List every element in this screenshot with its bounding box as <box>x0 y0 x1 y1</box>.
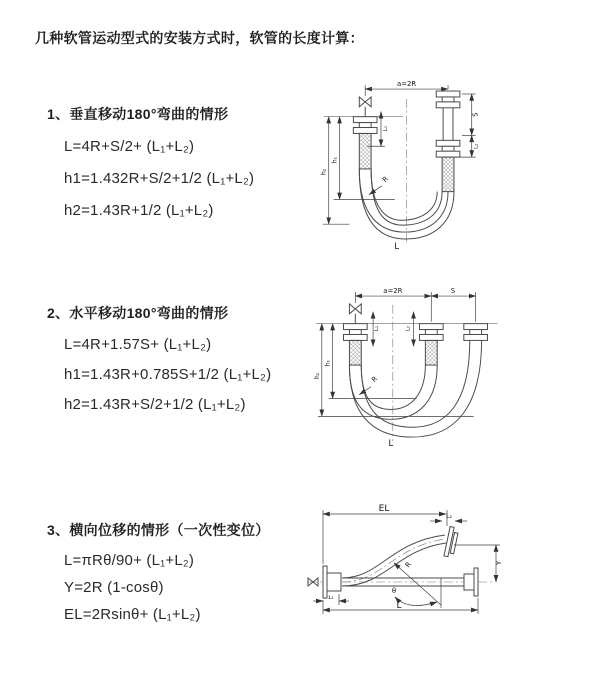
dimension-el <box>323 504 447 564</box>
dim-label-l2: L₂ <box>446 513 452 520</box>
dim-label-y: Y <box>495 560 503 566</box>
dim-label-h2: h₂ <box>321 168 328 175</box>
dim-label-a2r: a=2R <box>383 287 403 296</box>
braided-hose-left <box>349 340 361 365</box>
formula-line: h2=1.43R+S/2+1/2 (L₁+L₂) <box>64 396 246 413</box>
section-1-heading: 1、垂直移动180°弯曲的情形 <box>47 106 229 122</box>
label-length: L <box>388 437 394 448</box>
label-radius: R <box>380 174 391 184</box>
flange-fitting-right-lower <box>436 140 460 191</box>
label-theta: θ <box>391 587 397 595</box>
dimension-s <box>462 94 480 135</box>
page-title: 几种软管运动型式的安装方式时，软管的长度计算： <box>35 30 364 46</box>
flange-fitting-left <box>353 117 377 169</box>
section-3-heading: 3、横向位移的情形（一次性变位） <box>47 522 270 538</box>
formula-line: h1=1.43R+0.785S+1/2 (L₁+L₂) <box>64 366 272 383</box>
dim-label-h1: h₁ <box>332 157 339 164</box>
flange-fitting-right-upper <box>436 91 460 140</box>
dim-label-l1: L₁ <box>374 325 381 332</box>
formula-line: h1=1.432R+S/2+1/2 (L₁+L₂) <box>64 170 255 187</box>
hose-curves <box>349 340 481 437</box>
flange-fitting-left <box>344 324 368 365</box>
dim-label-el: EL <box>378 504 390 514</box>
dim-label-s: S <box>471 112 480 117</box>
formula-line: L=4R+S/2+ (L₁+L₂) <box>64 138 195 155</box>
dimension-l2 <box>406 312 414 347</box>
label-radius: R <box>370 374 380 384</box>
section-2-formulas <box>64 330 271 420</box>
section-vertical-movement <box>47 104 254 227</box>
flange-fitting-right <box>464 324 488 341</box>
dim-label-l2: L₂ <box>473 143 480 149</box>
flange-fitting-upper-right <box>444 526 459 557</box>
braided-hose-left <box>359 133 371 169</box>
dimension-h2 <box>315 324 474 417</box>
section-2-heading: 2、水平移动180°弯曲的情形 <box>47 305 229 321</box>
dim-label-s: S <box>450 287 456 296</box>
braided-hose-middle <box>425 340 437 365</box>
section-horizontal-movement <box>47 303 271 420</box>
valve-icon <box>349 304 361 324</box>
dim-label-l1: L₁ <box>328 595 334 601</box>
dimension-s <box>431 287 475 296</box>
formula-line: Y=2R (1-cosθ) <box>64 579 164 596</box>
dimension-h2 <box>322 117 350 224</box>
label-length: L <box>394 240 400 251</box>
flange-fitting-middle <box>419 324 443 365</box>
flange-fitting-left <box>323 566 341 598</box>
dim-label-l: L <box>396 601 402 611</box>
diagram-horizontal-180-bend <box>308 280 594 460</box>
dim-label-h2: h₂ <box>314 372 321 379</box>
diagram-vertical-180-bend <box>308 74 594 256</box>
dim-label-a2r: a=2R <box>397 80 417 89</box>
dimension-h1 <box>326 324 417 399</box>
section-1-formulas <box>64 131 254 227</box>
label-radius: R <box>403 560 414 570</box>
formula-line: L=4R+1.57S+ (L₁+L₂) <box>64 336 212 353</box>
flange-fitting-right <box>464 568 478 596</box>
formula-line: EL=2Rsinθ+ (L₁+L₂) <box>64 606 201 623</box>
valve-icon <box>359 97 371 117</box>
dim-label-l1: L₁ <box>382 125 389 132</box>
dimension-l1 <box>373 312 380 347</box>
dimension-a2r <box>365 80 448 96</box>
section-3-formulas <box>64 547 270 628</box>
dimension-l1 <box>313 594 349 605</box>
formula-line: L=πRθ/90+ (L₁+L₂) <box>64 552 195 569</box>
braided-hose-right <box>442 157 454 192</box>
dim-label-h1: h₁ <box>325 360 332 367</box>
diagram-lateral-displacement <box>296 498 596 650</box>
section-lateral-displacement <box>47 520 270 628</box>
dimension-l <box>323 598 478 614</box>
dim-label-l2: L₂ <box>405 325 412 332</box>
formula-line: h2=1.43R+1/2 (L₁+L₂) <box>64 202 214 219</box>
